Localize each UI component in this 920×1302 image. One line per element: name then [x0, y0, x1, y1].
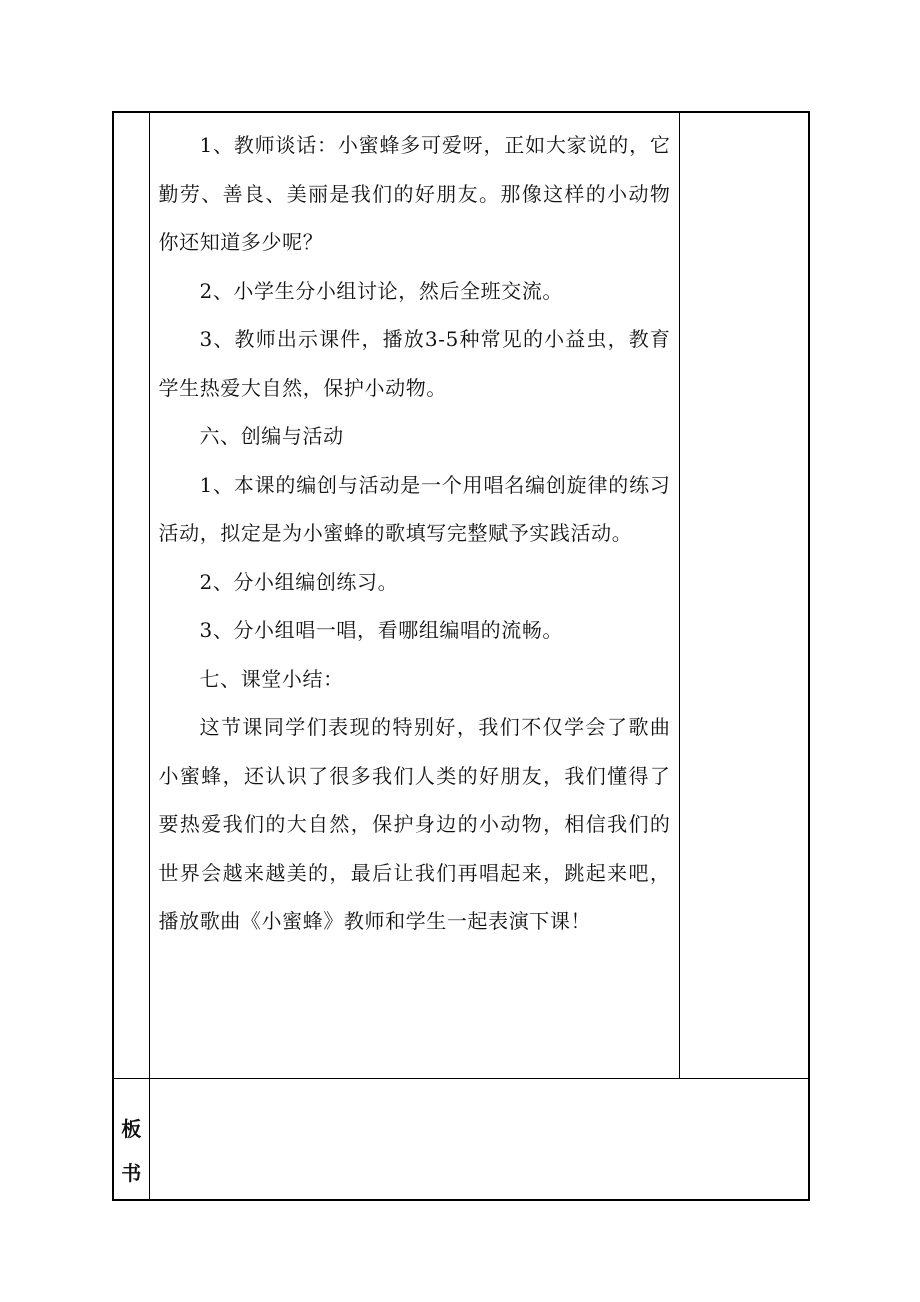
- lesson-content: [150, 113, 679, 946]
- blackboard-row: [113, 1078, 809, 1200]
- lesson-content-cell: [149, 112, 679, 1078]
- lesson-body-row: [113, 112, 809, 1078]
- paragraph-summary: 这节课同学们表现的特别好，我们不仅学会了歌曲小蜜蜂，还认识了很多我们人类的好朋友，我们懂得了要热爱我们的大自然，保护身边的小动物，相信我们的世界会越来越美的，最后让我们再唱起来，跳起来吧，播放歌曲《小蜜蜂》教师和学生一起表演下课！: [158, 715, 671, 933]
- paragraph-group-singing: 3、分小组唱一唱，看哪组编唱的流畅。: [199, 618, 564, 642]
- section-heading-creation-activity: 六、创编与活动: [199, 424, 344, 448]
- blackboard-label-char-1: 板: [121, 1116, 142, 1141]
- blackboard-content-cell: [149, 1078, 809, 1200]
- left-margin-cell: [113, 112, 149, 1078]
- paragraph-group-discussion: 2、小学生分小组讨论，然后全班交流。: [199, 278, 564, 303]
- notes-cell: [679, 112, 809, 1078]
- blackboard-label-cell: [113, 1078, 149, 1200]
- section-heading-class-summary: 七、课堂小结：: [199, 666, 344, 691]
- paragraph-group-practice: 2、分小组编创练习。: [199, 569, 399, 594]
- blackboard-label: [114, 1079, 149, 1195]
- paragraph-show-courseware: 3、教师出示课件，播放3-5种常见的小益虫，教育学生热爱大自然，保护小动物。: [158, 327, 671, 400]
- paragraph-teacher-talk: 1、教师谈话：小蜜蜂多可爱呀，正如大家说的，它勤劳、善良、美丽是我们的好朋友。那像这样的小动物你还知道多少呢？: [158, 133, 671, 254]
- paragraph-creation-description: 1、本课的编创与活动是一个用唱名编创旋律的练习活动，拟定是为小蜜蜂的歌填写完整赋予实践活动。: [158, 472, 671, 545]
- lesson-plan-table: [112, 111, 810, 1201]
- blackboard-label-char-2: 书: [121, 1160, 142, 1185]
